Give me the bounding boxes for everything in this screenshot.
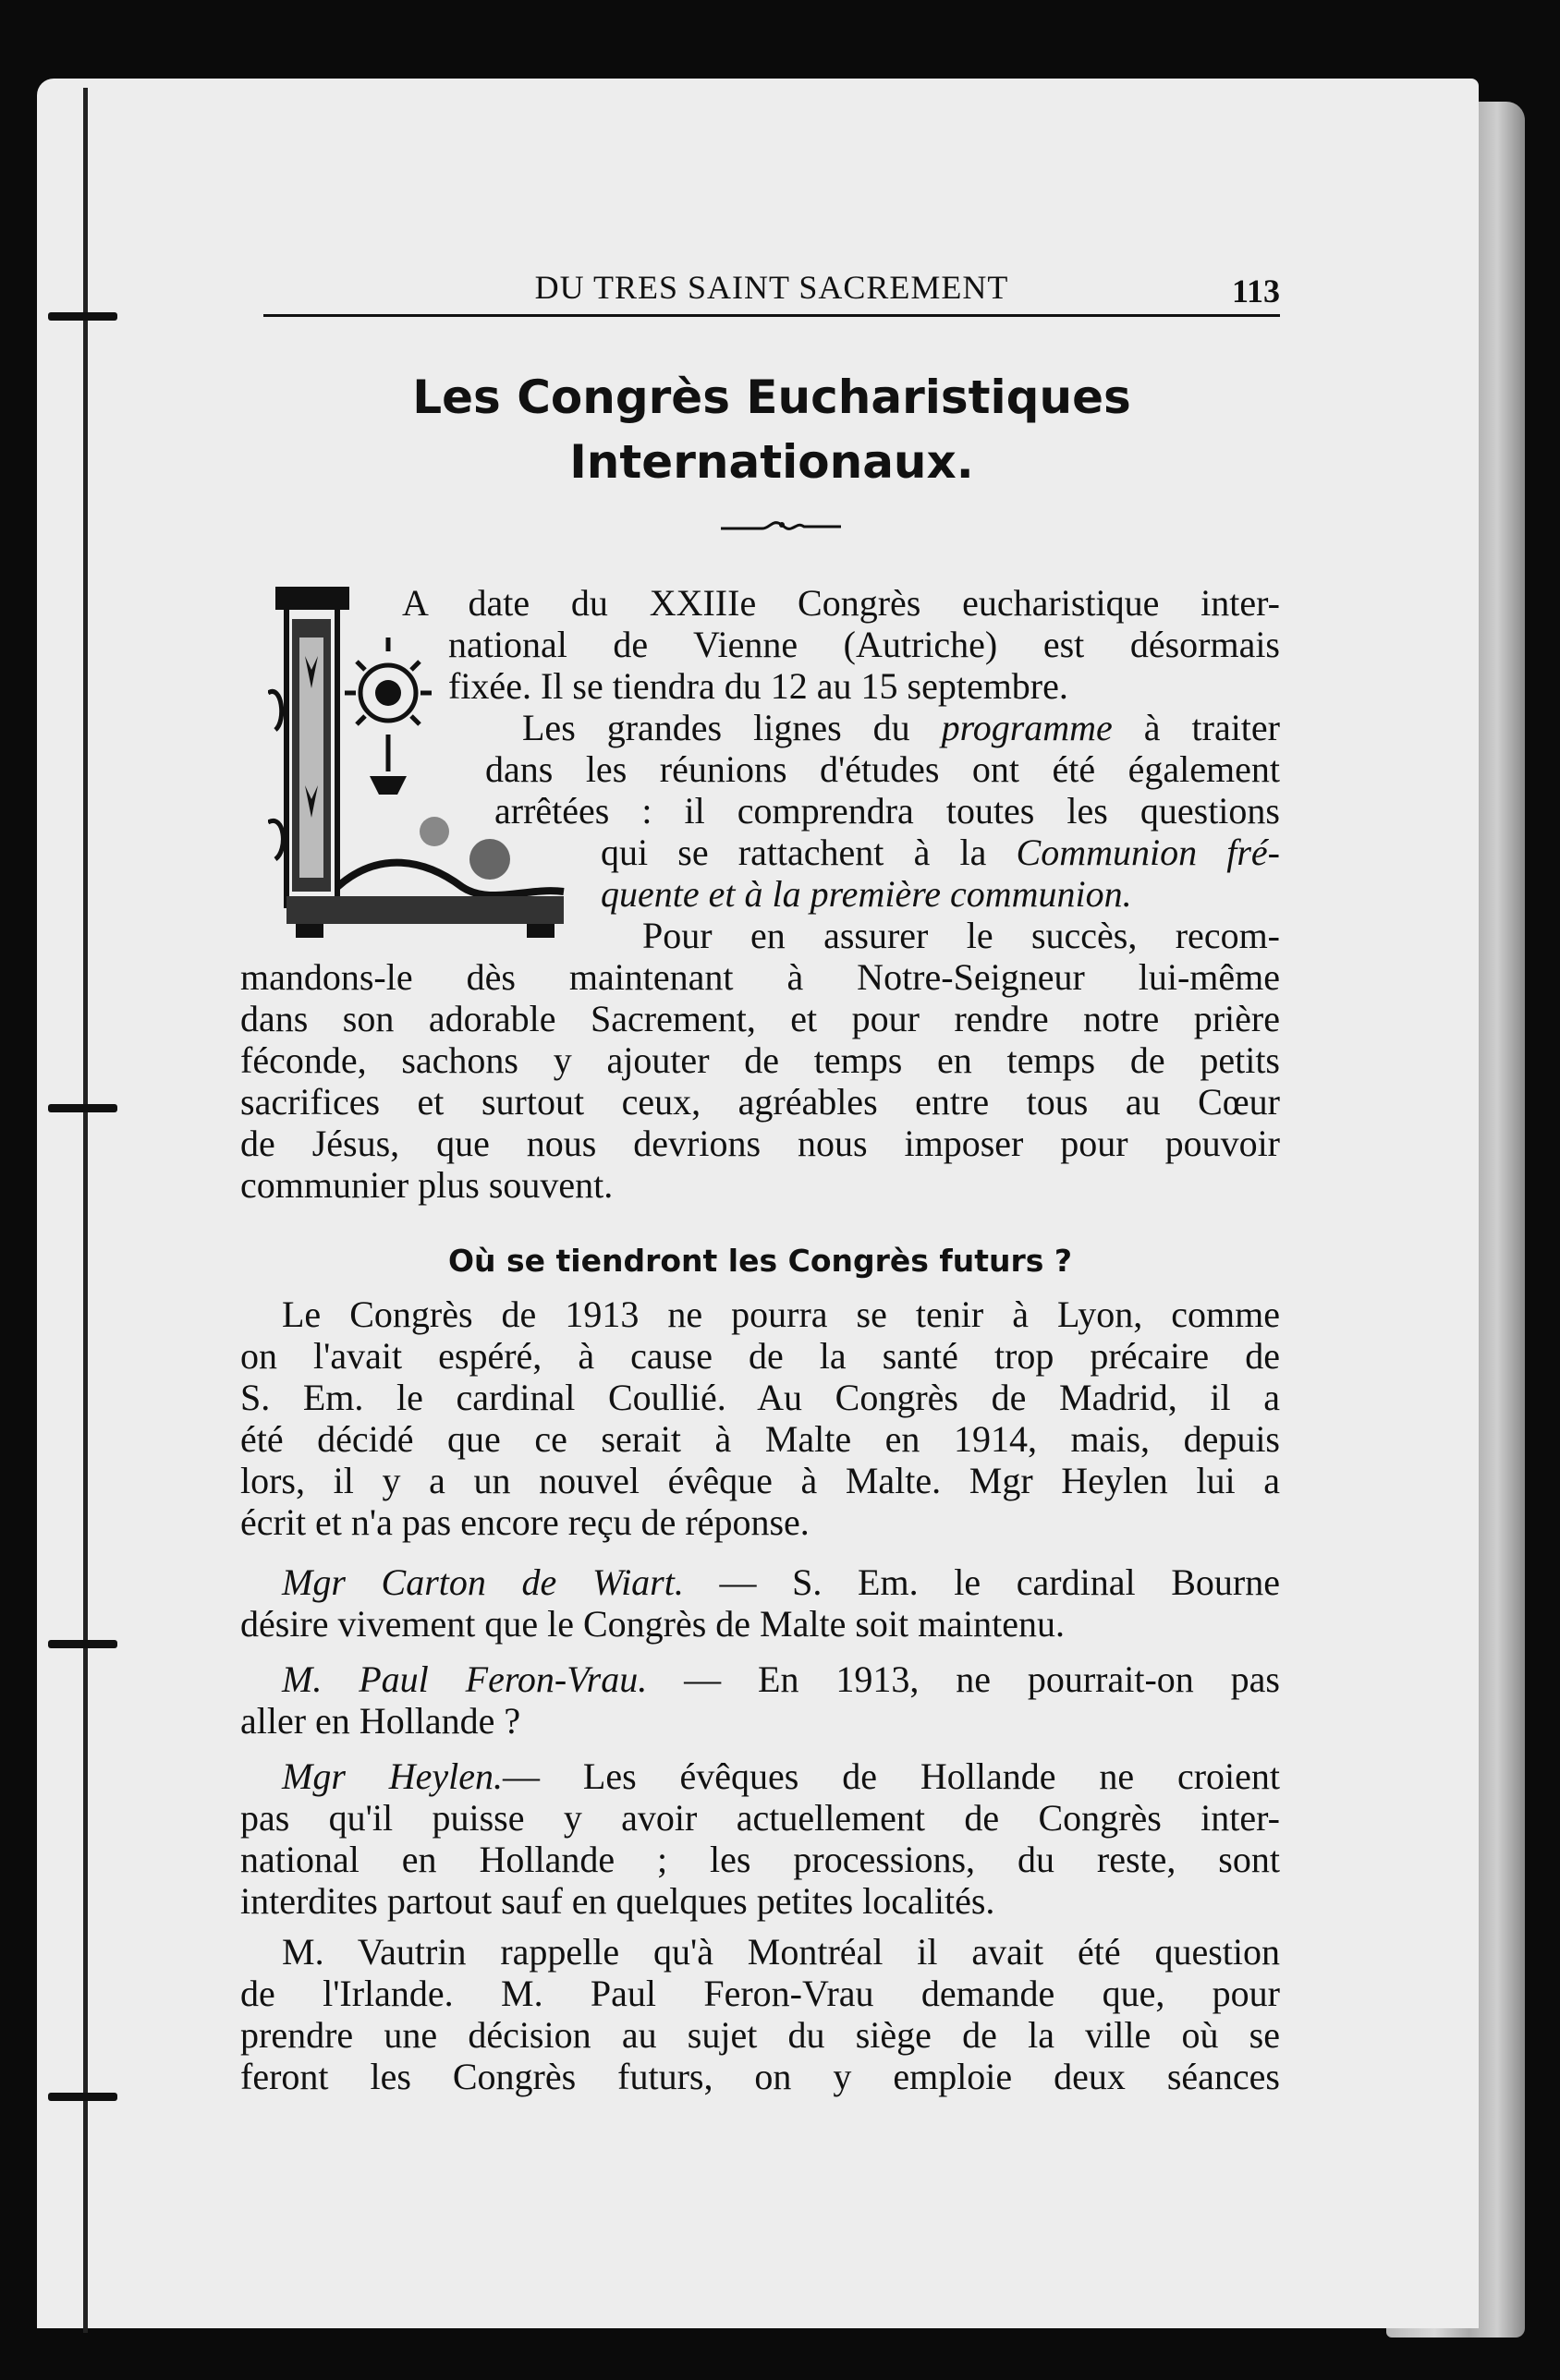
italic-fragment: programme: [941, 707, 1113, 748]
page-number: 113: [1231, 273, 1280, 310]
text-line: on l'avait espéré, à cause de la santé trop précaire de: [240, 1335, 1280, 1377]
text-fragment: à traiter: [1112, 707, 1280, 748]
intro-paragraph: [240, 582, 1280, 1206]
binding-mark: [48, 2093, 117, 2101]
text-line: prendre une décision au sujet du siège de la ville où se: [240, 2014, 1280, 2056]
speaker-name: Mgr Heylen.: [282, 1755, 504, 1797]
text-line: mandons-le dès maintenant à Notre-Seigneur lui-même: [240, 956, 1280, 998]
text-line: fixée. Il se tiendra du 12 au 15 septembre.: [448, 665, 1068, 707]
article-title-line-1: Les Congrès Eucharistiques: [412, 370, 1131, 424]
text-line: [240, 1658, 1280, 1700]
text-line: féconde, sachons y ajouter de temps en temps de petits: [240, 1039, 1280, 1081]
text-line: sacrifices et surtout ceux, agréables entre tous au Cœur: [240, 1081, 1280, 1123]
tilde-ornament-icon: [721, 516, 841, 538]
text-fragment: — Les évêques de Hollande ne croient: [503, 1755, 1281, 1797]
running-title: DU TRES SAINT SACREMENT: [534, 269, 1009, 306]
text-line: feront les Congrès futurs, on y emploie deux séances: [240, 2056, 1280, 2097]
text-line: M. Vautrin rappelle qu'à Montréal il avait été question: [282, 1931, 1280, 1973]
text-line: aller en Hollande ?: [240, 1700, 521, 1742]
binding-mark: [48, 312, 117, 321]
text-line: quente et à la première communion.: [601, 873, 1132, 915]
text-line: [240, 832, 1280, 873]
section-heading: Où se tiendront les Congrès futurs ?: [447, 1243, 1073, 1279]
text-line: [240, 1561, 1280, 1603]
text-line: communier plus souvent.: [240, 1164, 614, 1206]
paragraph-feron-vrau: [240, 1658, 1280, 1742]
paragraph-congres-1913: [240, 1293, 1280, 1543]
binding-mark: [48, 1640, 117, 1648]
text-line: national de Vienne (Autriche) est désormais: [448, 624, 1280, 665]
binding-mark: [48, 1104, 117, 1112]
text-line: Le Congrès de 1913 ne pourra se tenir à Lyon, comme: [282, 1293, 1280, 1335]
text-line: [240, 1755, 1280, 1797]
text-line: dans son adorable Sacrement, et pour rendre notre prière: [240, 998, 1280, 1039]
text-line: [240, 707, 1280, 748]
header-rule: [263, 314, 1280, 317]
paragraph-vautrin: [240, 1931, 1280, 2097]
text-line: été décidé que ce serait à Malte en 1914, mais, depuis: [240, 1418, 1280, 1460]
paragraph-heylen: [240, 1755, 1280, 1922]
text-line: lors, il y a un nouvel évêque à Malte. Mgr Heylen lui a: [240, 1460, 1280, 1501]
page-header: [263, 268, 1280, 314]
text-line: de l'Irlande. M. Paul Feron-Vrau demande que, pour: [240, 1973, 1280, 2014]
speaker-name: Mgr Carton de Wiart.: [282, 1561, 684, 1603]
text-line: interdites partout sauf en quelques petites localités.: [240, 1880, 995, 1922]
speaker-name: M. Paul Feron-Vrau.: [282, 1658, 648, 1700]
text-line: A date du XXIIIe Congrès eucharistique inter-: [402, 582, 1280, 624]
text-line: national en Hollande ; les processions, du reste, sont: [240, 1839, 1280, 1880]
text-line: écrit et n'a pas encore reçu de réponse.: [240, 1501, 810, 1543]
text-fragment: Les grandes lignes du: [522, 707, 942, 748]
text-line: S. Em. le cardinal Coullié. Au Congrès de Madrid, il a: [240, 1377, 1280, 1418]
text-line: Pour en assurer le succès, recom-: [642, 915, 1280, 956]
text-fragment: qui se rattachent à la: [601, 832, 1017, 873]
text-line: de Jésus, que nous devrions nous imposer pour pouvoir: [240, 1123, 1280, 1164]
binding-gutter: [83, 88, 88, 2333]
text-fragment: — En 1913, ne pourrait-on pas: [647, 1658, 1280, 1700]
article-title-line-2: Internationaux.: [569, 435, 974, 489]
text-line: pas qu'il puisse y avoir actuellement de Congrès inter-: [240, 1797, 1280, 1839]
text-line: dans les réunions d'études ont été également: [485, 748, 1280, 790]
italic-fragment: Communion fré-: [1016, 832, 1280, 873]
text-fragment: — S. Em. le cardinal Bourne: [683, 1561, 1280, 1603]
text-line: arrêtées : il comprendra toutes les questions: [494, 790, 1280, 832]
text-line: désire vivement que le Congrès de Malte soit maintenu.: [240, 1603, 1065, 1645]
paragraph-carton-de-wiart: [240, 1561, 1280, 1645]
article-title: [263, 365, 1280, 494]
